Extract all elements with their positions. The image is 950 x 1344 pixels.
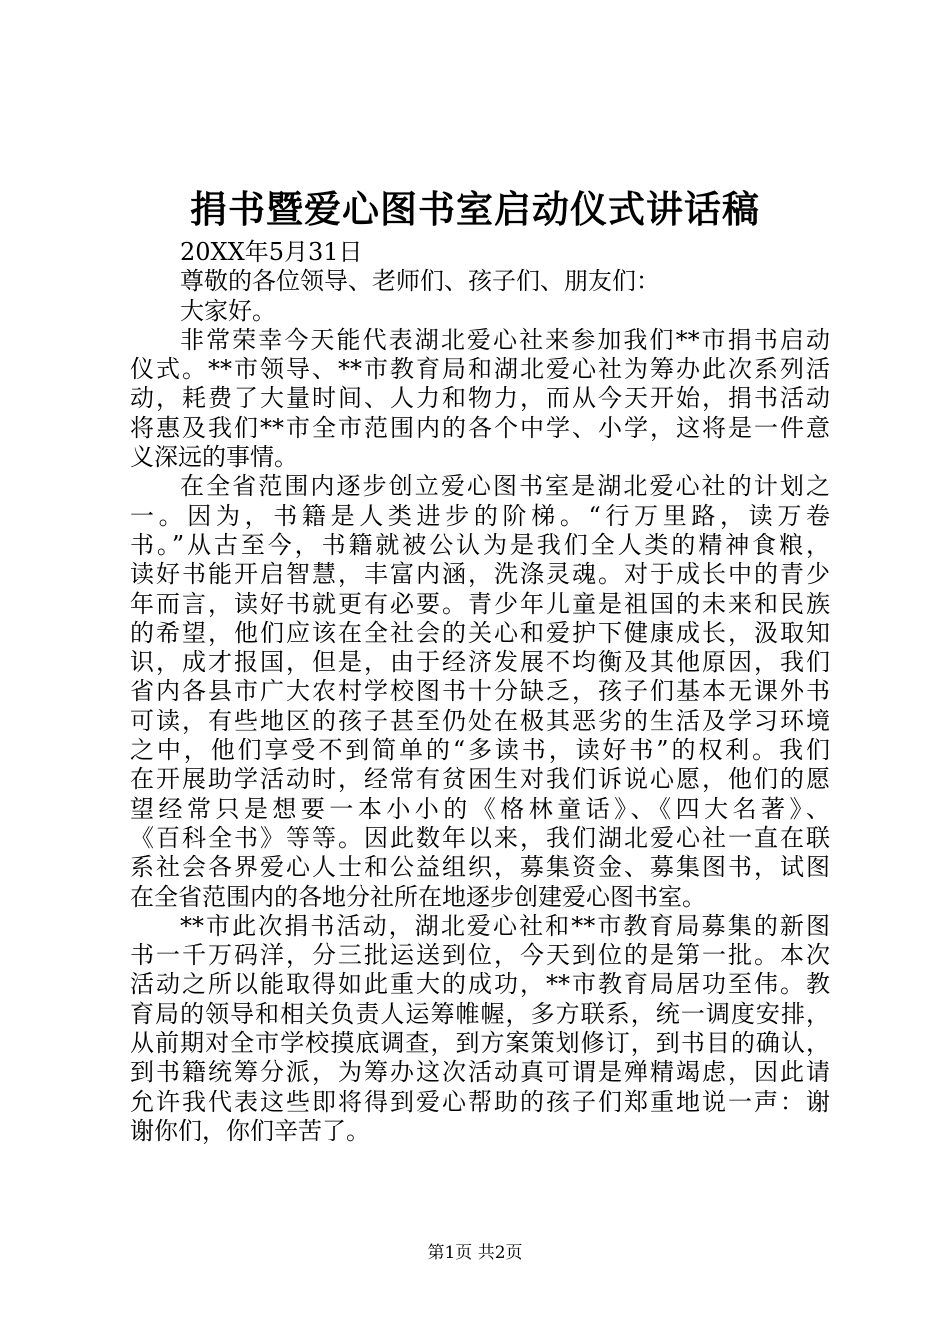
- paragraph-line: 非常荣幸今天能代表湖北爱心社来参加我们**市捐书启动: [180, 325, 830, 354]
- paragraph: [130, 326, 830, 472]
- date-line: 20XX年5月31日: [180, 238, 363, 266]
- paragraph-line: 谢你们，你们辛苦了。: [130, 1116, 370, 1145]
- paragraph-line: 仪式。**市领导、**市教育局和湖北爱心社为筹办此次系列活: [130, 355, 830, 384]
- paragraph-line: 活动之所以能取得如此重大的成功，**市教育局居功至伟。教: [130, 970, 830, 999]
- document-body: [130, 238, 830, 1146]
- paragraph-line: 育局的领导和相关负责人运筹帷幄，多方联系，统一调度安排，: [130, 999, 830, 1028]
- paragraph-line: 将惠及我们**市全市范围内的各个中学、小学，这将是一件意: [130, 413, 830, 442]
- paragraph-line: 读好书能开启智慧，丰富内涵，洗涤灵魂。对于成长中的青少: [130, 560, 830, 589]
- paragraph-line: 望经常只是想要一本小小的《格林童话》、《四大名著》、: [130, 794, 830, 823]
- paragraph-line: 年而言，读好书就更有必要。青少年儿童是祖国的未来和民族: [130, 589, 830, 618]
- paragraph-line: 的希望，他们应该在全社会的关心和爱护下健康成长，汲取知: [130, 618, 830, 647]
- paragraph-line: 义深远的事情。: [130, 443, 298, 472]
- paragraph-line: 《百科全书》等等。因此数年以来，我们湖北爱心社一直在联: [130, 823, 830, 852]
- page-footer: 第1页 共2页: [427, 1243, 523, 1263]
- paragraph-line: 在全省范围内的各地分社所在地逐步创建爱心图书室。: [130, 882, 706, 911]
- paragraph-line: 书一千万码洋，分三批运送到位，今天到位的是第一批。本次: [130, 941, 830, 970]
- paragraph-line: 允许我代表这些即将得到爱心帮助的孩子们郑重地说一声：谢: [130, 1087, 830, 1116]
- paragraph-line: 省内各县市广大农村学校图书十分缺乏，孩子们基本无课外书: [130, 677, 830, 706]
- paragraph-line: 系社会各界爱心人士和公益组织，募集资金、募集图书，试图: [130, 853, 830, 882]
- paragraphs-container: [130, 326, 830, 1146]
- paragraph: [130, 912, 830, 1146]
- paragraph-line: 在开展助学活动时，经常有贫困生对我们诉说心愿，他们的愿: [130, 765, 830, 794]
- document-title: 捐书暨爱心图书室启动仪式讲话稿: [190, 187, 760, 231]
- greeting-line: 大家好。: [180, 296, 276, 325]
- salutation-line: 尊敬的各位领导、老师们、孩子们、朋友们：: [180, 267, 660, 296]
- paragraph-line: **市此次捐书活动，湖北爱心社和**市教育局募集的新图: [180, 911, 830, 940]
- paragraph-line: 到书籍统筹分派，为筹办这次活动真可谓是殚精竭虑，因此请: [130, 1058, 830, 1087]
- paragraph: [130, 472, 830, 911]
- paragraph-line: 可读，有些地区的孩子甚至仍处在极其恶劣的生活及学习环境: [130, 706, 830, 735]
- paragraph-line: 书。”从古至今，书籍就被公认为是我们全人类的精神食粮，: [130, 530, 830, 559]
- paragraph-line: 从前期对全市学校摸底调查，到方案策划修订，到书目的确认，: [130, 1029, 830, 1058]
- paragraph-line: 识，成才报国，但是，由于经济发展不均衡及其他原因，我们: [130, 648, 830, 677]
- paragraph-line: 一。因为，书籍是人类进步的阶梯。“行万里路，读万卷: [130, 501, 830, 530]
- paragraph-line: 动，耗费了大量时间、人力和物力，而从今天开始，捐书活动: [130, 384, 830, 413]
- paragraph-line: 之中，他们享受不到简单的“多读书，读好书”的权利。我们: [130, 736, 830, 765]
- paragraph-line: 在全省范围内逐步创立爱心图书室是湖北爱心社的计划之: [180, 472, 830, 501]
